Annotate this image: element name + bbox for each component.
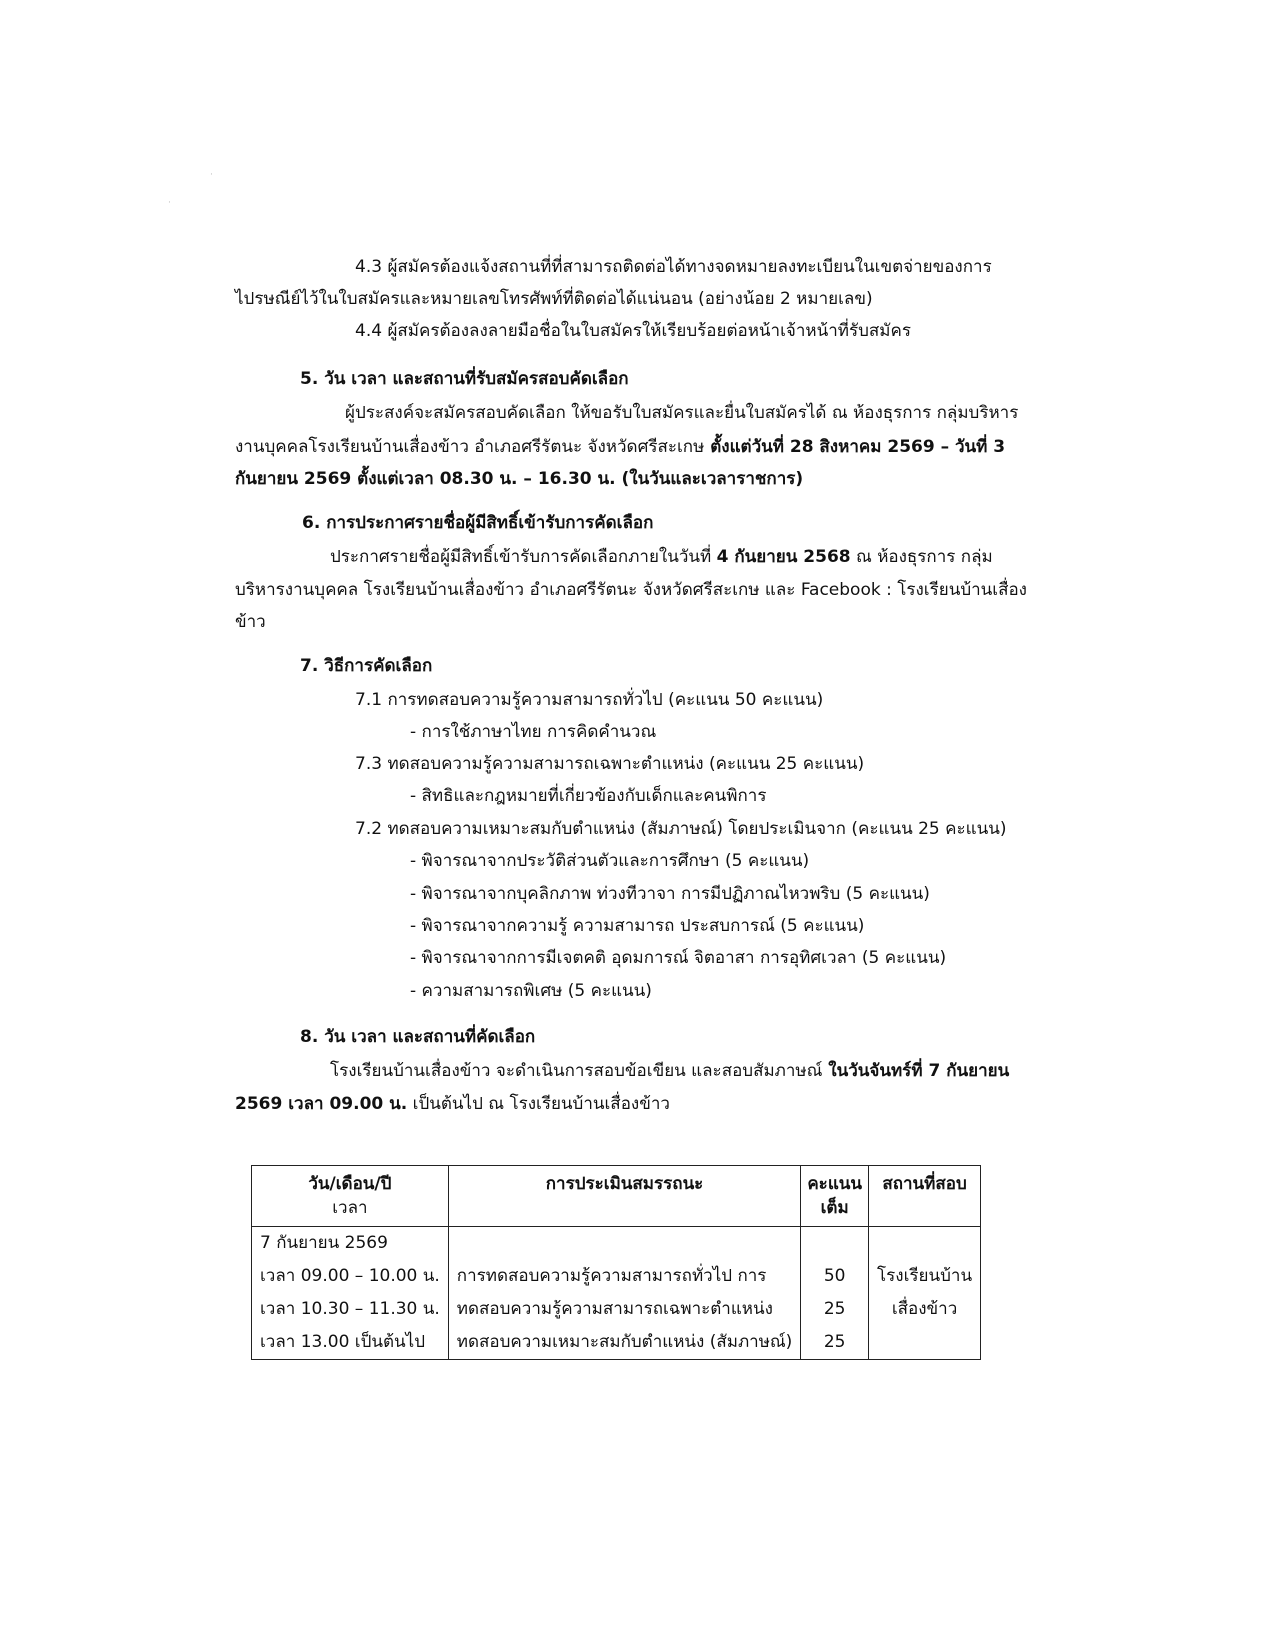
- paragraph-line: ผู้ประสงค์จะสมัครสอบคัดเลือก ให้ขอรับใบสมัครและยื่นใบสมัครได้ ณ ห้องธุรการ กลุ่มบริหาร: [345, 403, 1019, 423]
- paragraph-line: [330, 545, 993, 569]
- text-span: โรงเรียนบ้านเสื่องข้าว จะดำเนินการสอบข้อเขียน และสอบสัมภาษณ์: [330, 1061, 823, 1081]
- text-span: ณ ห้องธุรการ กลุ่ม: [850, 547, 993, 567]
- cell-line: 25: [823, 1332, 846, 1352]
- cell-line: 25: [823, 1299, 846, 1319]
- assessment-cell: [448, 1227, 801, 1360]
- header-score: [801, 1166, 869, 1227]
- cell-line: เวลา 10.30 – 11.30 น.: [260, 1299, 440, 1319]
- paragraph-line: 4.4 ผู้สมัครต้องลงลายมือชื่อในใบสมัครให้เรียบร้อยต่อหน้าเจ้าหน้าที่รับสมัคร: [355, 321, 911, 341]
- text-span-bold: ตั้งแต่วันที่ 28 สิงหาคม 2569 – วันที่ 3: [704, 437, 1006, 457]
- place-cell: [869, 1227, 981, 1360]
- text-span-bold: 2569 เวลา 09.00 น.: [235, 1094, 408, 1114]
- cell-line: ทดสอบความเหมาะสมกับตำแหน่ง (สัมภาษณ์): [456, 1332, 793, 1352]
- cell-line: เสื่องข้าว: [891, 1299, 958, 1319]
- list-item: 7.3 ทดสอบความรู้ความสามารถเฉพาะตำแหน่ง (คะแนน 25 คะแนน): [355, 754, 865, 774]
- cell-line: ทดสอบความรู้ความสามารถเฉพาะตำแหน่ง: [456, 1299, 773, 1319]
- list-item: - พิจารณาจากการมีเจตคติ อุดมการณ์ จิตอาสา การอุทิศเวลา (5 คะแนน): [410, 948, 947, 968]
- paragraph-line: บริหารงานบุคคล โรงเรียนบ้านเสื่องข้าว อำเภอศรีรัตนะ จังหวัดศรีสะเกษ และ Facebook : โรงเรียนบ้านเสื่อง: [235, 580, 1027, 600]
- header-label: วัน/เดือน/ปี: [308, 1174, 392, 1194]
- list-item: - พิจารณาจากประวัติส่วนตัวและการศึกษา (5 คะแนน): [410, 851, 810, 871]
- text-span: ประกาศรายชื่อผู้มีสิทธิ์เข้ารับการคัดเลือกภายในวันที่: [330, 547, 717, 567]
- paragraph-line: [235, 435, 1005, 459]
- text-span: งานบุคคลโรงเรียนบ้านเสื่องข้าว อำเภอศรีรัตนะ จังหวัดศรีสะเกษ: [235, 437, 705, 457]
- paragraph-line: ไปรษณีย์ไว้ในใบสมัครและหมายเลขโทรศัพท์ที่ติดต่อได้แน่นอน (อย่างน้อย 2 หมายเลข): [235, 289, 873, 309]
- header-label: สถานที่สอบ: [882, 1174, 967, 1194]
- section-heading-6: 6. การประกาศรายชื่อผู้มีสิทธิ์เข้ารับการคัดเลือก: [302, 513, 654, 533]
- schedule-table: [251, 1165, 981, 1360]
- header-place: [869, 1166, 981, 1227]
- scan-speck: ·: [168, 198, 171, 208]
- cell-line: การทดสอบความรู้ความสามารถทั่วไป การ: [456, 1266, 767, 1286]
- cell-line: เวลา 09.00 – 10.00 น.: [260, 1266, 440, 1286]
- table-header-row: [252, 1166, 981, 1227]
- cell-line: 50: [823, 1266, 846, 1286]
- header-label: เวลา: [332, 1198, 368, 1218]
- header-assessment: [448, 1166, 801, 1227]
- text-span-bold: 4 กันยายน 2568: [716, 547, 851, 567]
- text-span: เป็นต้นไป ณ โรงเรียนบ้านเสื่องข้าว: [407, 1094, 670, 1114]
- header-label: เต็ม: [820, 1198, 849, 1218]
- scan-speck: ·: [210, 170, 213, 180]
- header-date: [252, 1166, 449, 1227]
- section-heading-5: 5. วัน เวลา และสถานที่รับสมัครสอบคัดเลือก: [300, 369, 629, 389]
- paragraph-line: 4.3 ผู้สมัครต้องแจ้งสถานที่ที่สามารถติดต่อได้ทางจดหมายลงทะเบียนในเขตจ่ายของการ: [355, 257, 992, 277]
- list-item: - พิจารณาจากความรู้ ความสามารถ ประสบการณ์ (5 คะแนน): [410, 916, 865, 936]
- list-item: - สิทธิและกฎหมายที่เกี่ยวข้องกับเด็กและคนพิการ: [410, 786, 767, 806]
- header-label: การประเมินสมรรถนะ: [545, 1174, 704, 1194]
- score-cell: [801, 1227, 869, 1360]
- list-item: - พิจารณาจากบุคลิกภาพ ท่วงทีวาจา การมีปฏิภาณไหวพริบ (5 คะแนน): [410, 884, 930, 904]
- paragraph-line: ข้าว: [235, 612, 266, 632]
- paragraph-line: [330, 1059, 1009, 1083]
- list-item: 7.2 ทดสอบความเหมาะสมกับตำแหน่ง (สัมภาษณ์) โดยประเมินจาก (คะแนน 25 คะแนน): [355, 819, 1007, 839]
- paragraph-line: กันยายน 2569 ตั้งแต่เวลา 08.30 น. – 16.30 น. (ในวันและเวลาราชการ): [235, 469, 804, 489]
- cell-line: โรงเรียนบ้าน: [877, 1266, 973, 1286]
- cell-line: 7 กันยายน 2569: [260, 1233, 388, 1253]
- table-row: [252, 1227, 981, 1360]
- list-item: - การใช้ภาษาไทย การคิดคำนวณ: [410, 722, 657, 742]
- cell-line: เวลา 13.00 เป็นต้นไป: [260, 1332, 426, 1352]
- header-label: คะแนน: [807, 1174, 863, 1194]
- date-cell: [252, 1227, 449, 1360]
- text-span-bold: ในวันจันทร์ที่ 7 กันยายน: [822, 1061, 1010, 1081]
- section-heading-8: 8. วัน เวลา และสถานที่คัดเลือก: [300, 1027, 536, 1047]
- list-item: 7.1 การทดสอบความรู้ความสามารถทั่วไป (คะแนน 50 คะแนน): [355, 690, 824, 710]
- section-heading-7: 7. วิธีการคัดเลือก: [300, 656, 433, 676]
- paragraph-line: [235, 1092, 670, 1116]
- list-item: - ความสามารถพิเศษ (5 คะแนน): [410, 981, 652, 1001]
